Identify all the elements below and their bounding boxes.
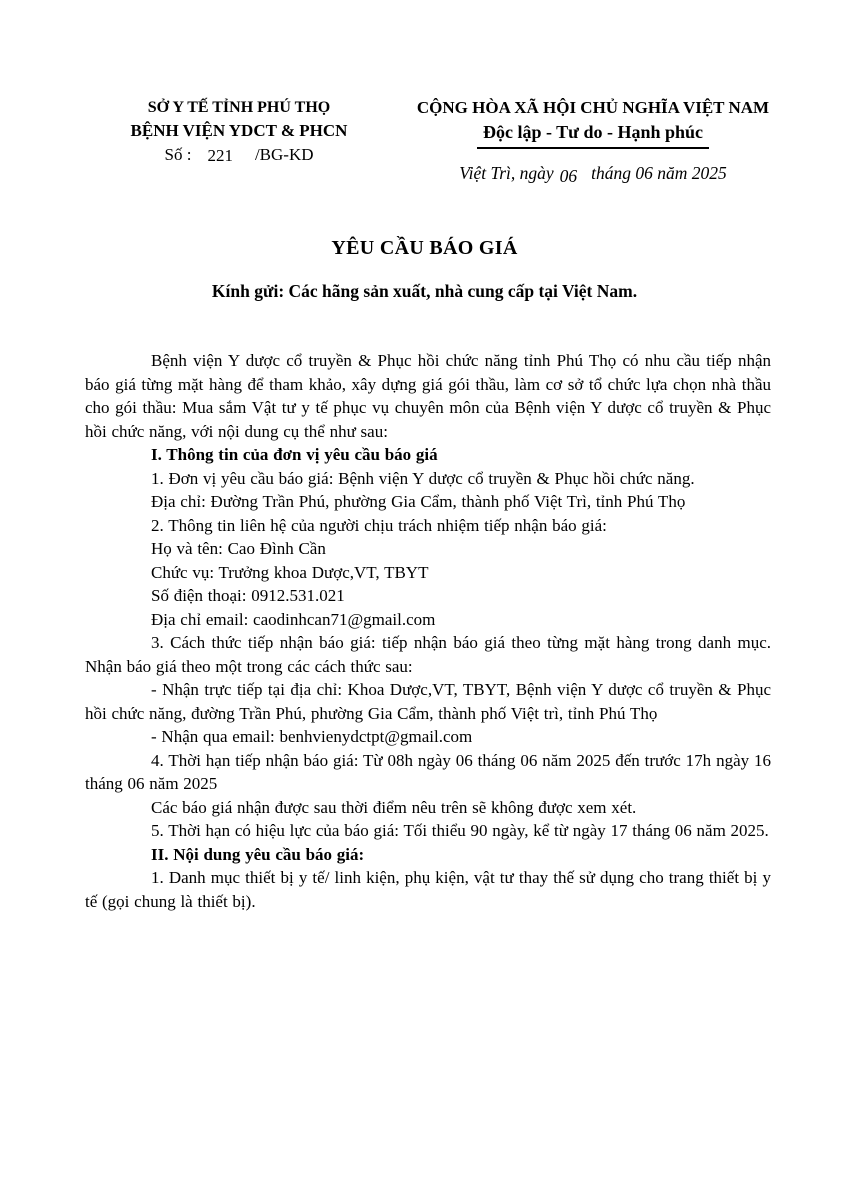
salutation-line: Kính gửi: Các hãng sản xuất, nhà cung cấp tại Việt Nam. bbox=[211, 281, 638, 301]
body-paragraph: Chức vụ: Trưởng khoa Dược,VT, TBYT bbox=[151, 562, 429, 582]
date-day: 06 bbox=[559, 166, 578, 186]
issuer-department: SỞ Y TẾ TỈNH PHÚ THỌ bbox=[147, 99, 331, 116]
date-line bbox=[388, 162, 798, 185]
date-suffix: tháng 06 năm 2025 bbox=[591, 163, 727, 183]
body-paragraph: Bệnh viện Y dược cổ truyền & Phục hồi chức năng tỉnh Phú Thọ có nhu cầu tiếp nhận báo giá từng mặt hàng để tham khảo, xây dựng giá gói thầu, làm cơ sở tổ chức lựa chọn nhà thầu cho gói thầu: Mua sắm Vật tư y tế phục vụ chuyên môn của Bệnh viện Y dược cổ truyền & Phục hồi chức năng, với nội dung cụ thể như sau: bbox=[85, 351, 771, 441]
national-motto: Độc lập - Tư do - Hạnh phúc bbox=[477, 121, 709, 149]
section-heading: I. Thông tin của đơn vị yêu cầu báo giá bbox=[151, 445, 438, 464]
document-number-prefix: Số : bbox=[164, 145, 192, 164]
document-number-value: 221 bbox=[207, 146, 233, 165]
issuer-hospital: BỆNH VIỆN YDCT & PHCN bbox=[130, 121, 348, 140]
body-paragraph: - Nhận qua email: benhvienydctpt@gmail.com bbox=[151, 727, 473, 746]
document-number bbox=[88, 143, 390, 166]
body-paragraph: Số điện thoại: 0912.531.021 bbox=[151, 586, 345, 605]
body-paragraph: 4. Thời hạn tiếp nhận báo giá: Từ 08h ngày 06 tháng 06 năm 2025 đến trước 17h ngày 16 tháng 06 năm 2025 bbox=[85, 750, 771, 793]
national-header-block bbox=[388, 96, 798, 185]
document-title: YÊU CẦU BÁO GIÁ bbox=[331, 237, 518, 259]
body-paragraph: 2. Thông tin liên hệ của người chịu trách nhiệm tiếp nhận báo giá: bbox=[151, 515, 607, 535]
issuer-block bbox=[88, 96, 390, 166]
body-paragraph: Họ và tên: Cao Đình Cần bbox=[151, 539, 326, 558]
body-paragraph: Địa chỉ email: caodinhcan71@gmail.com bbox=[151, 609, 436, 629]
body-paragraph: Các báo giá nhận được sau thời điểm nêu trên sẽ không được xem xét. bbox=[151, 797, 637, 817]
body-paragraph: 1. Danh mục thiết bị y tế/ linh kiện, phụ kiện, vật tư thay thế sử dụng cho trang thiết bị y tế (gọi chung là thiết bị). bbox=[85, 868, 771, 911]
date-prefix: Việt Trì, ngày bbox=[459, 163, 554, 183]
national-motto-wrap bbox=[388, 121, 798, 149]
national-title: CỘNG HÒA XÃ HỘI CHỦ NGHĨA VIỆT NAM bbox=[416, 98, 770, 117]
section-heading: II. Nội dung yêu cầu báo giá: bbox=[151, 844, 365, 864]
document-number-suffix: /BG-KD bbox=[254, 145, 314, 164]
document-body bbox=[85, 349, 771, 913]
body-paragraph: 5. Thời hạn có hiệu lực của báo giá: Tối thiểu 90 ngày, kể từ ngày 17 tháng 06 năm 2025. bbox=[151, 821, 769, 840]
body-paragraph: Địa chỉ: Đường Trần Phú, phường Gia Cẩm, thành phố Việt Trì, tỉnh Phú Thọ bbox=[151, 492, 686, 511]
body-paragraph: 3. Cách thức tiếp nhận báo giá: tiếp nhận báo giá theo từng mặt hàng trong danh mục. Nhận báo giá theo một trong các cách thức sau: bbox=[85, 633, 771, 676]
body-paragraph: 1. Đơn vị yêu cầu báo giá: Bệnh viện Y dược cổ truyền & Phục hồi chức năng. bbox=[151, 468, 695, 488]
body-paragraph: - Nhận trực tiếp tại địa chỉ: Khoa Dược,VT, TBYT, Bệnh viện Y dược cổ truyền & Phục hồi chức năng, đường Trần Phú, phường Gia Cẩm, thành phố Việt trì, tỉnh Phú Thọ bbox=[85, 680, 771, 723]
